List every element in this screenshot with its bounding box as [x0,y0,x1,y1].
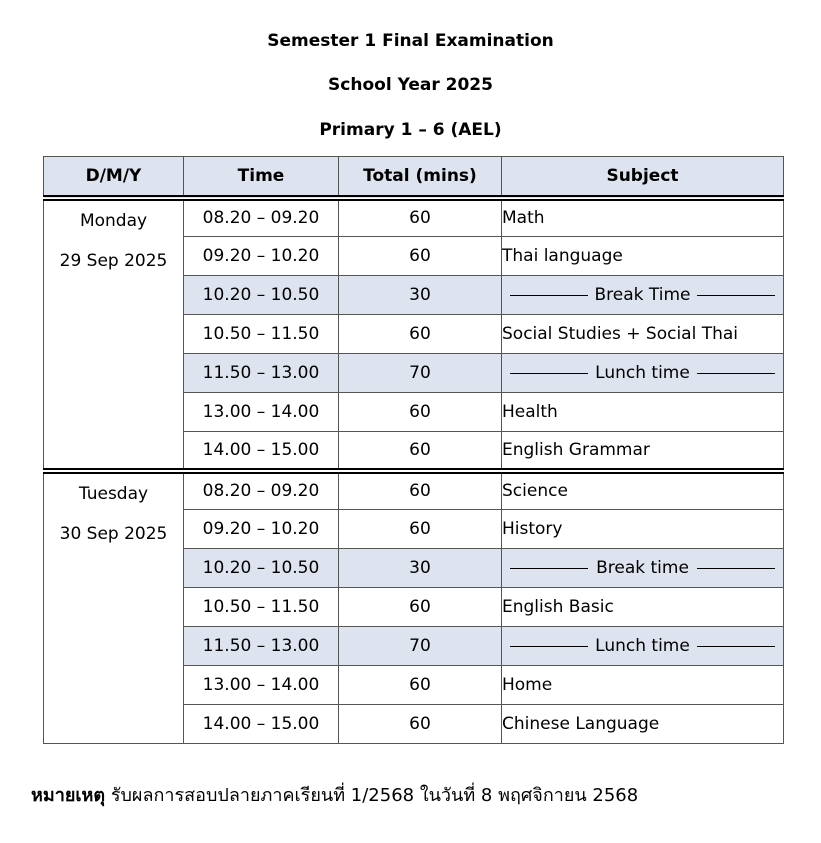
subject-cell: Chinese Language [502,705,784,744]
time-cell: 14.00 – 15.00 [184,705,339,744]
grade-level: Primary 1 – 6 (AEL) [319,120,502,140]
minutes-cell: 60 [339,588,502,627]
exam-schedule-table [43,156,784,744]
break-label: Lunch time [589,363,696,383]
time-cell: 14.00 – 15.00 [184,432,339,471]
time-cell: 11.50 – 13.00 [184,627,339,666]
break-cell [502,354,784,393]
subject-cell: English Basic [502,588,784,627]
break-cell [502,627,784,666]
day-name: Monday [79,210,148,231]
subject-cell: Math [502,198,784,237]
minutes-cell: 60 [339,237,502,276]
remark-text: รับผลการสอบปลายภาคเรียนที่ 1/2568 ในวันที่ 8 พฤศจิกายน 2568 [110,785,639,806]
time-cell: 09.20 – 10.20 [184,510,339,549]
column-header-subject: Subject [502,157,784,198]
table-row [44,198,784,237]
subject-cell: Thai language [502,237,784,276]
time-cell: 10.20 – 10.50 [184,549,339,588]
time-cell: 10.20 – 10.50 [184,276,339,315]
time-cell: 13.00 – 14.00 [184,393,339,432]
time-cell: 08.20 – 09.20 [184,471,339,510]
break-label: Break time [590,558,695,578]
break-cell [502,549,784,588]
column-header-time: Time [184,157,339,198]
minutes-cell: 30 [339,549,502,588]
subject-cell: Science [502,471,784,510]
column-header-date: D/M/Y [44,157,184,198]
exam-title: Semester 1 Final Examination [267,31,554,51]
minutes-cell: 60 [339,666,502,705]
break-label: Break Time [588,285,696,305]
time-cell: 10.50 – 11.50 [184,315,339,354]
subject-cell: Health [502,393,784,432]
day-cell [44,471,184,744]
time-cell: 09.20 – 10.20 [184,237,339,276]
minutes-cell: 60 [339,198,502,237]
subject-cell: English Grammar [502,432,784,471]
table-row [44,471,784,510]
subject-cell: Social Studies + Social Thai [502,315,784,354]
column-header-total: Total (mins) [339,157,502,198]
time-cell: 13.00 – 14.00 [184,666,339,705]
break-label: Lunch time [589,636,696,656]
day-date: 30 Sep 2025 [59,523,168,544]
minutes-cell: 30 [339,276,502,315]
day-date: 29 Sep 2025 [59,250,168,271]
minutes-cell: 60 [339,432,502,471]
subject-cell: Home [502,666,784,705]
minutes-cell: 60 [339,705,502,744]
time-cell: 08.20 – 09.20 [184,198,339,237]
subject-cell: History [502,510,784,549]
time-cell: 10.50 – 11.50 [184,588,339,627]
day-cell [44,198,184,471]
break-cell [502,276,784,315]
minutes-cell: 60 [339,510,502,549]
minutes-cell: 70 [339,627,502,666]
day-name: Tuesday [78,483,149,504]
remark-note [31,780,638,809]
time-cell: 11.50 – 13.00 [184,354,339,393]
minutes-cell: 60 [339,393,502,432]
table-header-row [44,157,784,198]
remark-label: หมายเหตุ [31,785,106,806]
school-year: School Year 2025 [328,75,493,95]
minutes-cell: 70 [339,354,502,393]
minutes-cell: 60 [339,315,502,354]
minutes-cell: 60 [339,471,502,510]
